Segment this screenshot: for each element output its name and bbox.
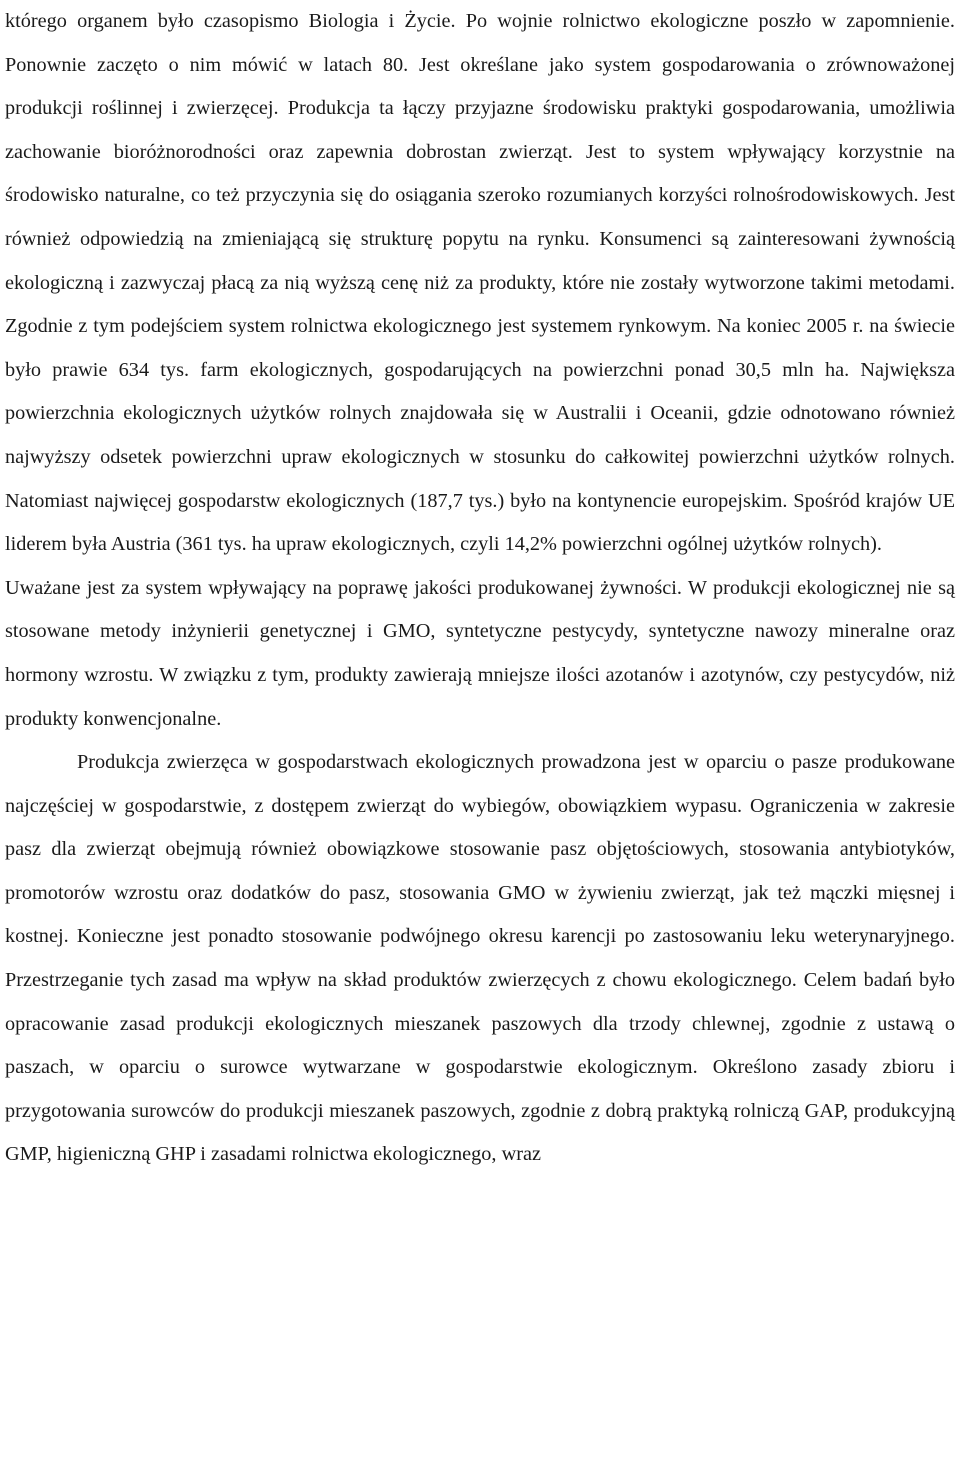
paragraph-1: którego organem było czasopismo Biologia i Życie. Po wojnie rolnictwo ekologiczne poszło w zapomnienie. Ponownie zaczęto o nim mówić w latach 80. Jest określane jako system gospodarowania o zrównoważonej produkcji roślinnej i zwierzęcej. Produkcja ta łączy przyjazne środowisku praktyki gospodarowania, umożliwia zachowanie bioróżnorodności oraz zapewnia dobrostan zwierząt. Jest to system wpływający korzystnie na środowisko naturalne, co też przyczynia się do osiągania szeroko rozumianych korzyści rolnośrodowiskowych. Jest również odpowiedzią na zmieniającą się strukturę popytu na rynku. Konsumenci są zainteresowani żywnością ekologiczną i zazwyczaj płacą za nią wyższą cenę niż za produkty, które nie zostały wytworzone takimi metodami. Zgodnie z tym podejściem system rolnictwa ekologicznego jest systemem rynkowym. Na koniec 2005 r. na świecie było prawie 634 tys. farm ekologicznych, gospodarujących na powierzchni ponad 30,5 mln ha. Największa powierzchnia ekologicznych użytków rolnych znajdowała się w Australii i Oceanii, gdzie odnotowano również najwyższy odsetek powierzchni upraw ekologicznych w stosunku do całkowitej powierzchni użytków rolnych. Natomiast najwięcej gospodarstw ekologicznych (187,7 tys.) było na kontynencie europejskim. Spośród krajów UE liderem była Austria (361 tys. ha upraw ekologicznych, czyli 14,2% powierzchni ogólnej użytków rolnych). xyxy=(5,10,955,556)
paragraph-2: Uważane jest za system wpływający na poprawę jakości produkowanej żywności. W produkcji ekologicznej nie są stosowane metody inżynierii genetycznej i GMO, syntetyczne pestycydy, syntetyczne nawozy mineralne oraz hormony wzrostu. W związku z tym, produkty zawierają mniejsze ilości azotanów i azotynów, czy pestycydów, niż produkty konwencjonalne. xyxy=(5,576,955,730)
paragraph-3: Produkcja zwierzęca w gospodarstwach ekologicznych prowadzona jest w oparciu o pasze produkowane najczęściej w gospodarstwie, z dostępem zwierząt do wybiegów, obowiązkiem wypasu. Ograniczenia w zakresie pasz dla zwierząt obejmują również obowiązkowe stosowanie pasz objętościowych, stosowania antybiotyków, promotorów wzrostu oraz dodatków do pasz, stosowania GMO w żywieniu zwierząt, jak też mączki mięsnej i kostnej. Konieczne jest ponadto stosowanie podwójnego okresu karencji po zastosowaniu leku weterynaryjnego. Przestrzeganie tych zasad ma wpływ na skład produktów zwierzęcych z chowu ekologicznego. Celem badań było opracowanie zasad produkcji ekologicznych mieszanek paszowych dla trzody chlewnej, zgodnie z ustawą o paszach, w oparciu o surowce wytwarzane w gospodarstwie ekologicznym. Określono zasady zbioru i przygotowania surowców do produkcji mieszanek paszowych, zgodnie z dobrą praktyką rolniczą GAP, produkcyjną GMP, higieniczną GHP i zasadami rolnictwa ekologicznego, wraz xyxy=(5,751,955,1166)
document-page xyxy=(5,0,955,1177)
